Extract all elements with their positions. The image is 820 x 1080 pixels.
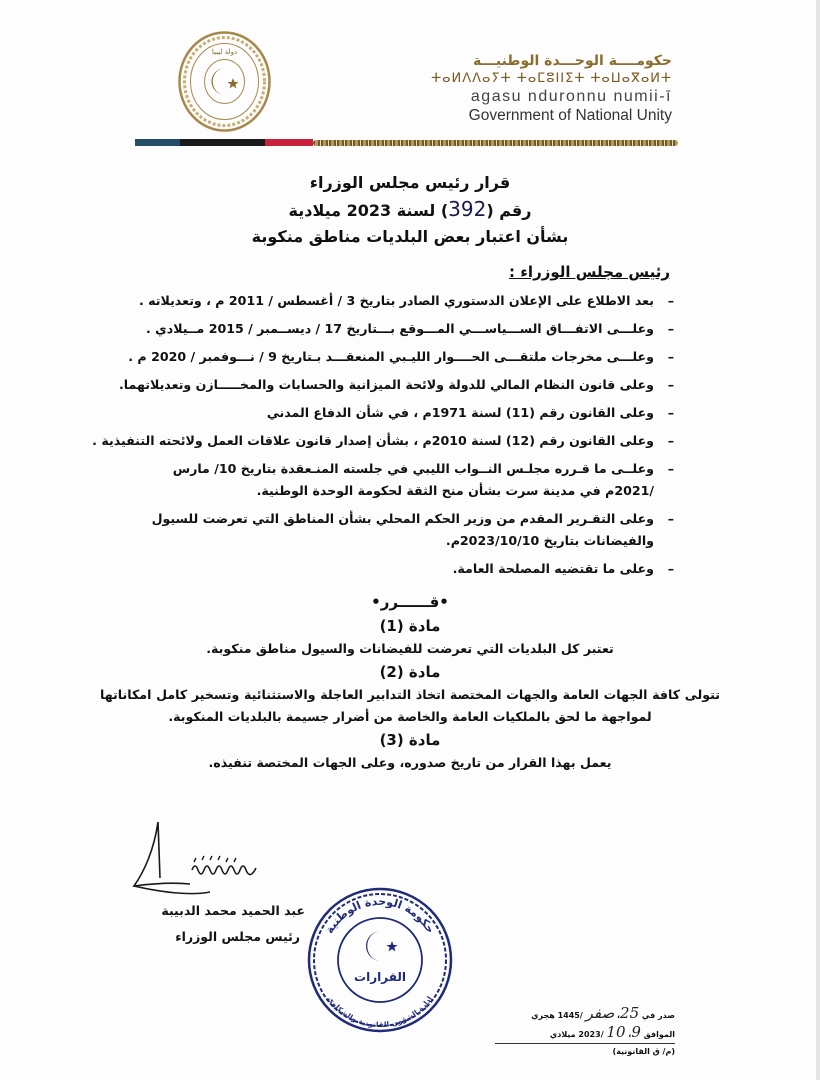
article-body: تتولى كافة الجهات العامة والجهات المختصة اتخاذ التدابير العاجلة والاستثنائية وتسخير كامل امكاناتها لمواجهة ما لحق بالملكيات العامة والخاصة من أضرار جسيمة بالبلديات المنكوبة. — [100, 687, 720, 724]
recital-text: وعلى القانون رقم (12) لسنة 2010م ، بشأن إصدار قانون علاقات العمل ولائحته التنفيذية . — [92, 433, 654, 448]
gregorian-date-row: الموافق 9، 10 /2023 ميلادي — [495, 1024, 675, 1044]
recital-item — [120, 508, 680, 552]
signature-icon — [130, 820, 280, 900]
header-rule-blue — [135, 139, 180, 146]
stamp-lower-label — [326, 995, 433, 1029]
header-rule-black — [180, 139, 265, 146]
recital-item — [120, 558, 680, 580]
hijri-year: /1445 هجري — [531, 1011, 583, 1020]
gov-name-berber: agasu nduronnu numii-ī — [470, 88, 672, 105]
recital-item — [92, 430, 680, 452]
greg-month: 10 — [606, 1023, 626, 1041]
recital-item — [120, 318, 680, 340]
recitals-list — [92, 290, 680, 586]
recital-text: وعلـــى مخرجات ملتقـــى الحــــوار الليـبي المنعقـــد بـتاريخ 9 / نـــوفمبر / 2020 م . — [128, 349, 654, 364]
decree-body — [100, 590, 720, 774]
bullet-dash: – — [667, 405, 674, 420]
article-title: مادة (3) — [379, 731, 441, 749]
bullet-dash: – — [667, 433, 674, 448]
reference-footer: (م/ ق القانونية) — [612, 1047, 675, 1056]
recital-item — [120, 346, 680, 368]
emblem-text: دولة ليبيا — [211, 48, 238, 56]
hijri-month: صفر — [585, 1004, 615, 1022]
recital-text: وعلـــى الاتفـــاق الســـياســـي المـــوقع بـــتاريخ 17 / ديســمبر / 2015 مــيلادي . — [146, 321, 654, 336]
greg-year: /2023 ميلادي — [549, 1030, 604, 1039]
header-rule-chain — [313, 140, 678, 146]
recital-text: وعلــى ما قـرره مجلـس النــواب الليبي في جلسته المنـعقدة بتاريخ 10/ مارس /2021م في مدينة سرت بشأن منح الثقة لحكومة الوحدة الوطنية. — [172, 461, 654, 498]
bullet-dash: – — [667, 561, 674, 576]
stamp-outer-text: حكومة الوحدة الوطنية — [322, 894, 438, 936]
decree-number: 392 — [448, 197, 487, 221]
gov-name-english: Government of National Unity — [468, 107, 672, 124]
article-body: تعتبر كل البلديات التي تعرضت للفيضانات والسيول مناطق منكوبة. — [206, 641, 614, 656]
bullet-dash: – — [667, 349, 674, 364]
issued-label: صدر في — [641, 1011, 675, 1020]
title-number-suffix: ) لسنة 2023 ميلادية — [288, 201, 449, 220]
recital-item — [120, 458, 680, 502]
issue-reference — [495, 1005, 675, 1060]
page-edge — [816, 0, 820, 1080]
recital-item — [120, 290, 680, 312]
decree-title — [200, 170, 620, 250]
gov-name-arabic: حكومــــة الوحـــدة الوطنيـــة — [473, 53, 672, 69]
hijri-date-row: صدر في 25، صفر /1445 هجري — [531, 1004, 675, 1022]
recital-item — [120, 402, 680, 424]
matching-label: الموافق — [643, 1030, 675, 1039]
addressee-heading: رئيس مجلس الوزراء : — [509, 263, 670, 281]
title-line-3: بشأن اعتبار بعض البلديات مناطق منكوبة — [251, 227, 569, 246]
recital-text: وعلى التقـرير المقدم من وزير الحكم المحلي بشأن المناطق التي تعرضت للسيول والفيضانات بتاريخ 2023/10/10م. — [151, 511, 654, 548]
government-name-block — [431, 52, 672, 125]
bullet-dash: – — [667, 293, 674, 308]
recital-text: بعد الاطلاع على الإعلان الدستوري الصادر بتاريخ 3 / أغسطس / 2011 م ، وتعديلاته . — [138, 293, 654, 308]
bullet-dash: – — [667, 321, 674, 336]
header-rule-red — [265, 139, 313, 146]
decree-heading: •قــــــرر• — [371, 593, 449, 611]
signatory-title: رئيس مجلس الوزراء — [175, 929, 300, 944]
hijri-day: 25 — [620, 1004, 640, 1022]
title-number-prefix: رقم ( — [486, 201, 532, 220]
recital-item — [120, 374, 680, 396]
article-title: مادة (1) — [379, 617, 441, 635]
title-line-2 — [200, 196, 620, 224]
libya-emblem-icon — [177, 30, 272, 133]
bullet-dash: – — [667, 461, 674, 476]
bullet-dash: – — [667, 377, 674, 392]
recital-text: وعلى قانون النظام المالي للدولة ولائحة الميزانية والحسابات والمخـــــازن وتعديلاتهما. — [119, 377, 654, 392]
stamp-lower-text: ادارة الشؤون القانونية والشكاوى — [326, 994, 434, 1029]
title-line-1: قرار رئيس مجلس الوزراء — [309, 173, 511, 192]
recital-text: وعلى القانون رقم (11) لسنة 1971م ، في شأن الدفاع المدني — [266, 405, 654, 420]
recital-text: وعلى ما تقتضيه المصلحة العامة. — [452, 561, 654, 576]
article-title: مادة (2) — [379, 663, 441, 681]
greg-day: 9 — [631, 1023, 641, 1041]
article-body: يعمل بهذا القرار من تاريخ صدوره، وعلى الجهات المختصة تنفيذه. — [208, 755, 612, 770]
stamp-center-text: القرارات — [354, 970, 406, 984]
bullet-dash: – — [667, 511, 674, 526]
official-stamp-icon — [305, 885, 455, 1035]
gov-name-tifinagh: ⵜⴰⵍⴷⴷⴰⵢⵜ ⵜⴰⵎⵓⵏⵏⵉⵜ ⵜⴰⵡⴰⴳⴰⵍⵜ — [431, 71, 672, 86]
signatory-name: عبد الحميد محمد الدبيبة — [161, 903, 305, 918]
